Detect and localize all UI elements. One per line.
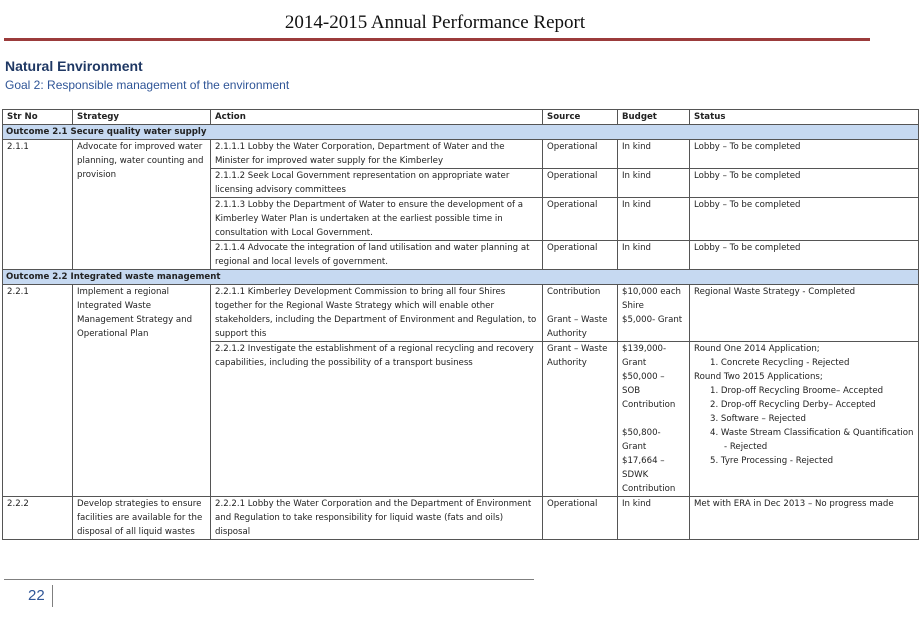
status-round-two-list bbox=[694, 384, 914, 468]
budget-cell bbox=[618, 342, 690, 497]
status-cell: Met with ERA in Dec 2013 – No progress made bbox=[690, 497, 919, 540]
source-cell: Operational bbox=[543, 241, 618, 270]
page-number-divider bbox=[52, 585, 53, 607]
performance-table bbox=[2, 109, 919, 540]
status-cell bbox=[690, 342, 919, 497]
outcome-title: Outcome 2.1 Secure quality water supply bbox=[3, 125, 919, 140]
source-contribution: Contribution bbox=[547, 287, 601, 297]
budget-cell: In kind bbox=[618, 497, 690, 540]
status-round-one: Round One 2014 Application; bbox=[694, 344, 820, 354]
table-header-row bbox=[3, 110, 919, 125]
budget-cell: In kind bbox=[618, 241, 690, 270]
table-row bbox=[3, 497, 919, 540]
action-cell: 2.1.1.1 Lobby the Water Corporation, Department of Water and the Minister for improved water supply for the Kimberley bbox=[211, 140, 543, 169]
budget-contribution: $10,000 each Shire bbox=[622, 287, 681, 311]
action-cell: 2.2.1.1 Kimberley Development Commission to bring all four Shires together for the Regional Waste Strategy which will enable other stakeholders, including the Department of Environment and Regulation, to support this bbox=[211, 285, 543, 342]
source-cell bbox=[543, 285, 618, 342]
status-list-item: 4. Waste Stream Classification & Quantification - Rejected bbox=[710, 428, 914, 452]
outcome-title: Outcome 2.2 Integrated waste management bbox=[3, 270, 919, 285]
status-list-item: 3. Software – Rejected bbox=[710, 414, 806, 424]
source-cell: Operational bbox=[543, 140, 618, 169]
budget-cell bbox=[618, 285, 690, 342]
report-title: 2014-2015 Annual Performance Report bbox=[284, 12, 586, 33]
budget-cell: In kind bbox=[618, 198, 690, 241]
status-list-item: 1. Drop-off Recycling Broome– Accepted bbox=[710, 386, 884, 396]
action-cell: 2.1.1.4 Advocate the integration of land utilisation and water planning at regional and local levels of government. bbox=[211, 241, 543, 270]
action-cell: 2.1.1.3 Lobby the Department of Water to ensure the development of a Kimberley Water Plan is undertaken at the earliest possible time in consultation with Local Government. bbox=[211, 198, 543, 241]
header-budget: Budget bbox=[618, 110, 690, 125]
status-round-one-list bbox=[694, 356, 914, 370]
outcome-row bbox=[3, 125, 919, 140]
status-round-two: Round Two 2015 Applications; bbox=[694, 372, 823, 382]
action-cell: 2.2.1.2 Investigate the establishment of a regional recycling and recovery capabilities, including the possibility of a transport business bbox=[211, 342, 543, 497]
outcome-row bbox=[3, 270, 919, 285]
header-str-no: Str No bbox=[3, 110, 73, 125]
table-row bbox=[3, 285, 919, 342]
source-cell: Operational bbox=[543, 169, 618, 198]
status-list-item: 5. Tyre Processing - Rejected bbox=[710, 456, 834, 466]
status-cell: Lobby – To be completed bbox=[690, 198, 919, 241]
budget-line: $50,000 – SOB Contribution bbox=[622, 372, 676, 410]
strategy-cell: Implement a regional Integrated Waste Management Strategy and Operational Plan bbox=[73, 285, 211, 497]
header-source: Source bbox=[543, 110, 618, 125]
action-cell: 2.1.1.2 Seek Local Government representation on appropriate water licensing advisory committees bbox=[211, 169, 543, 198]
budget-line: $50,800- Grant bbox=[622, 428, 661, 452]
table-row bbox=[3, 140, 919, 169]
budget-cell: In kind bbox=[618, 140, 690, 169]
page-number: 22 bbox=[28, 587, 45, 604]
status-list-item: 2. Drop-off Recycling Derby– Accepted bbox=[710, 400, 876, 410]
budget-line: $139,000- Grant bbox=[622, 344, 667, 368]
str-no-cell: 2.2.1 bbox=[3, 285, 73, 497]
strategy-cell: Develop strategies to ensure facilities are available for the disposal of all liquid wastes bbox=[73, 497, 211, 540]
budget-line: $17,664 – SDWK Contribution bbox=[622, 456, 676, 494]
status-cell: Lobby – To be completed bbox=[690, 140, 919, 169]
section-title: Natural Environment bbox=[5, 58, 143, 74]
budget-cell: In kind bbox=[618, 169, 690, 198]
str-no-cell: 2.1.1 bbox=[3, 140, 73, 270]
source-cell: Operational bbox=[543, 497, 618, 540]
footer-rule bbox=[4, 579, 534, 580]
status-cell: Lobby – To be completed bbox=[690, 241, 919, 270]
strategy-cell: Advocate for improved water planning, water counting and provision bbox=[73, 140, 211, 270]
header-status: Status bbox=[690, 110, 919, 125]
title-rule bbox=[4, 38, 870, 41]
status-list-item: 1. Concrete Recycling - Rejected bbox=[710, 358, 850, 368]
budget-grant: $5,000- Grant bbox=[622, 315, 683, 325]
status-cell: Regional Waste Strategy - Completed bbox=[690, 285, 919, 342]
action-cell: 2.2.2.1 Lobby the Water Corporation and the Department of Environment and Regulation to take responsibility for liquid waste (fats and oils) disposal bbox=[211, 497, 543, 540]
status-cell: Lobby – To be completed bbox=[690, 169, 919, 198]
str-no-cell: 2.2.2 bbox=[3, 497, 73, 540]
source-cell: Grant – Waste Authority bbox=[543, 342, 618, 497]
header-strategy: Strategy bbox=[73, 110, 211, 125]
goal-title: Goal 2: Responsible management of the environment bbox=[5, 78, 290, 92]
header-action: Action bbox=[211, 110, 543, 125]
source-grant: Grant – Waste Authority bbox=[547, 315, 608, 339]
source-cell: Operational bbox=[543, 198, 618, 241]
